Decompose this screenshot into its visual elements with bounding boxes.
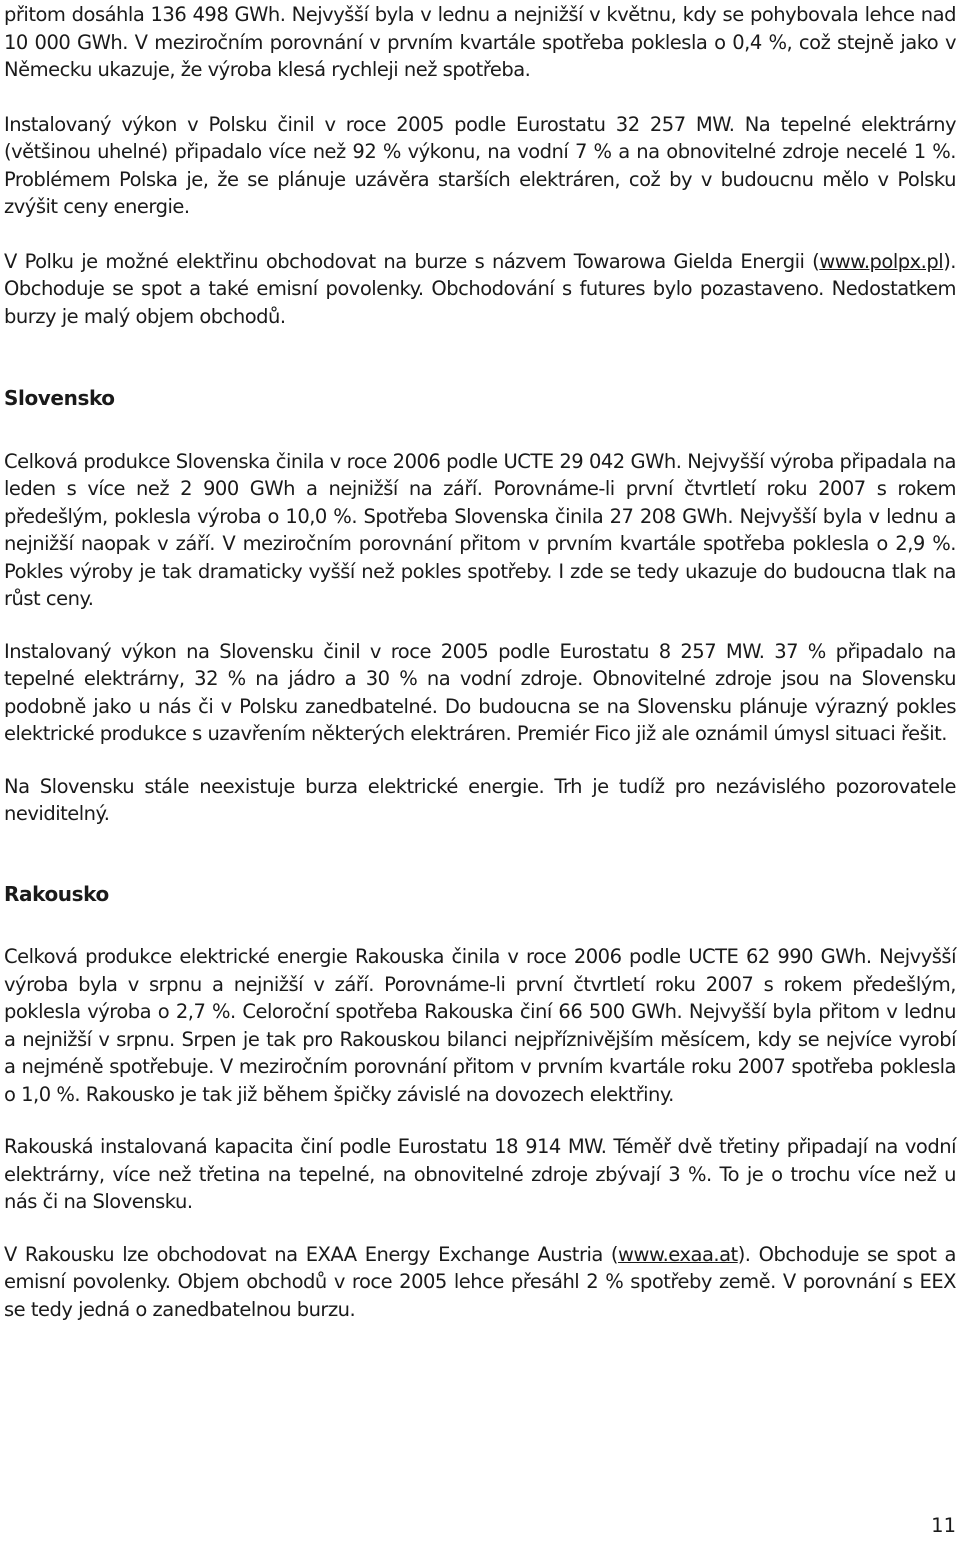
paragraph-poland-market (4, 248, 956, 331)
paragraph-austria-market (4, 1241, 956, 1324)
heading-austria: Rakousko (4, 881, 109, 906)
paragraph-poland-capacity: Instalovaný výkon v Polsku činil v roce 2005 podle Eurostatu 32 257 MW. Na tepelné elektrárny (většinou uhelné) připadalo více než 92 % výkonu, na vodní 7 % a na obnovitelné zdroje necelé 1 %. Problémem Polska je, že se plánuje uzávěra starších elektráren, což by v budoucnu mělo v Polsku zvýšit ceny energie. (4, 112, 956, 218)
exaa-link[interactable]: www.exaa.at (618, 1242, 738, 1266)
document-body (4, 0, 956, 1323)
paragraph-slovakia-capacity: Instalovaný výkon na Slovensku činil v roce 2005 podle Eurostatu 8 257 MW. 37 % připadalo na tepelné elektrárny, 32 % na jádro a 30 % na vodní zdroje. Obnovitelné zdroje jsou na Slovensku podobně jako u nás či v Polsku zanedbatelné. Do budoucna se na Slovensku plánuje výrazný pokles elektrické produkce s uzavřením některých elektráren. Premiér Fico již ale oznámil úmysl situaci řešit. (4, 639, 956, 745)
paragraph-slovakia-market: Na Slovensku stále neexistuje burza elektrické energie. Trh je tudíž pro nezávislého pozorovatele neviditelný. (4, 774, 956, 825)
paragraph-poland-intro: přitom dosáhla 136 498 GWh. Nejvyšší byla v lednu a nejnižší v květnu, kdy se pohybovala lehce nad 10 000 GWh. V meziročním porovnání v prvním kvartále spotřeba poklesla o 0,4 %, což stejně jako v Německu ukazuje, že výroba klesá rychleji než spotřeba. (4, 3, 956, 81)
austria-market-text-before: V Rakousku lze obchodovat na EXAA Energy Exchange Austria ( (4, 1242, 619, 1266)
page-number: 11 (931, 1514, 956, 1537)
polpx-link[interactable]: www.polpx.pl (819, 249, 944, 273)
poland-market-text-before: V Polku je možné elektřinu obchodovat na burze s názvem Towarowa Gielda Energii ( (4, 249, 820, 273)
paragraph-slovakia-production: Celková produkce Slovenska činila v roce 2006 podle UCTE 29 042 GWh. Nejvyšší výroba připadala na leden s více než 2 900 GWh a nejnižší na září. Porovnáme-li první čtvrtletí roku 2007 s rokem předešlým, poklesla výroba o 10,0 %. Spotřeba Slovenska činila 27 208 GWh. Nejvyšší byla v lednu a nejnižší naopak v září. V meziročním porovnání přitom v prvním kvartále spotřeba poklesla o 2,9 %. Pokles výroby je tak dramaticky vyšší než pokles spotřeby. I zde se tedy ukazuje do budoucna tlak na růst ceny. (4, 449, 956, 610)
paragraph-austria-production: Celková produkce elektrické energie Rakouska činila v roce 2006 podle UCTE 62 990 GWh. Nejvyšší výroba byla v srpnu a nejnižší v září. Porovnáme-li první čtvrtletí roku 2007 s rokem předešlým, poklesla výroba o 2,7 %. Celoroční spotřeba Rakouska činí 66 500 GWh. Nejvyšší byla přitom v lednu a nejnižší v srpnu. Srpen je tak pro Rakouskou bilanci nejpříznivějším měsícem, kdy se nejvíce vyrobí a nejméně spotřebuje. V meziročním porovnání přitom v prvním kvartále roku 2007 spotřeba poklesla o 1,0 %. Rakousko je tak již během špičky závislé na dovozech elektřiny. (4, 945, 956, 1106)
heading-slovakia: Slovensko (4, 386, 115, 410)
poland-market-text-after: ). Obchoduje se spot a také emisní povolenky. Obchodování s futures bylo pozastaveno. Nedostatkem burzy je malý objem obchodů. (4, 249, 956, 328)
paragraph-austria-capacity: Rakouská instalovaná kapacita činí podle Eurostatu 18 914 MW. Téměř dvě třetiny připadají na vodní elektrárny, více než třetina na tepelné, na obnovitelné zdroje zbývají 3 %. To je o trochu více než u nás či na Slovensku. (4, 1135, 956, 1213)
austria-market-text-after: ). Obchoduje se spot a emisní povolenky. Objem obchodů v roce 2005 lehce přesáhl 2 % spotřeby země. V porovnání s EEX se tedy jedná o zanedbatelnou burzu. (4, 1242, 956, 1321)
